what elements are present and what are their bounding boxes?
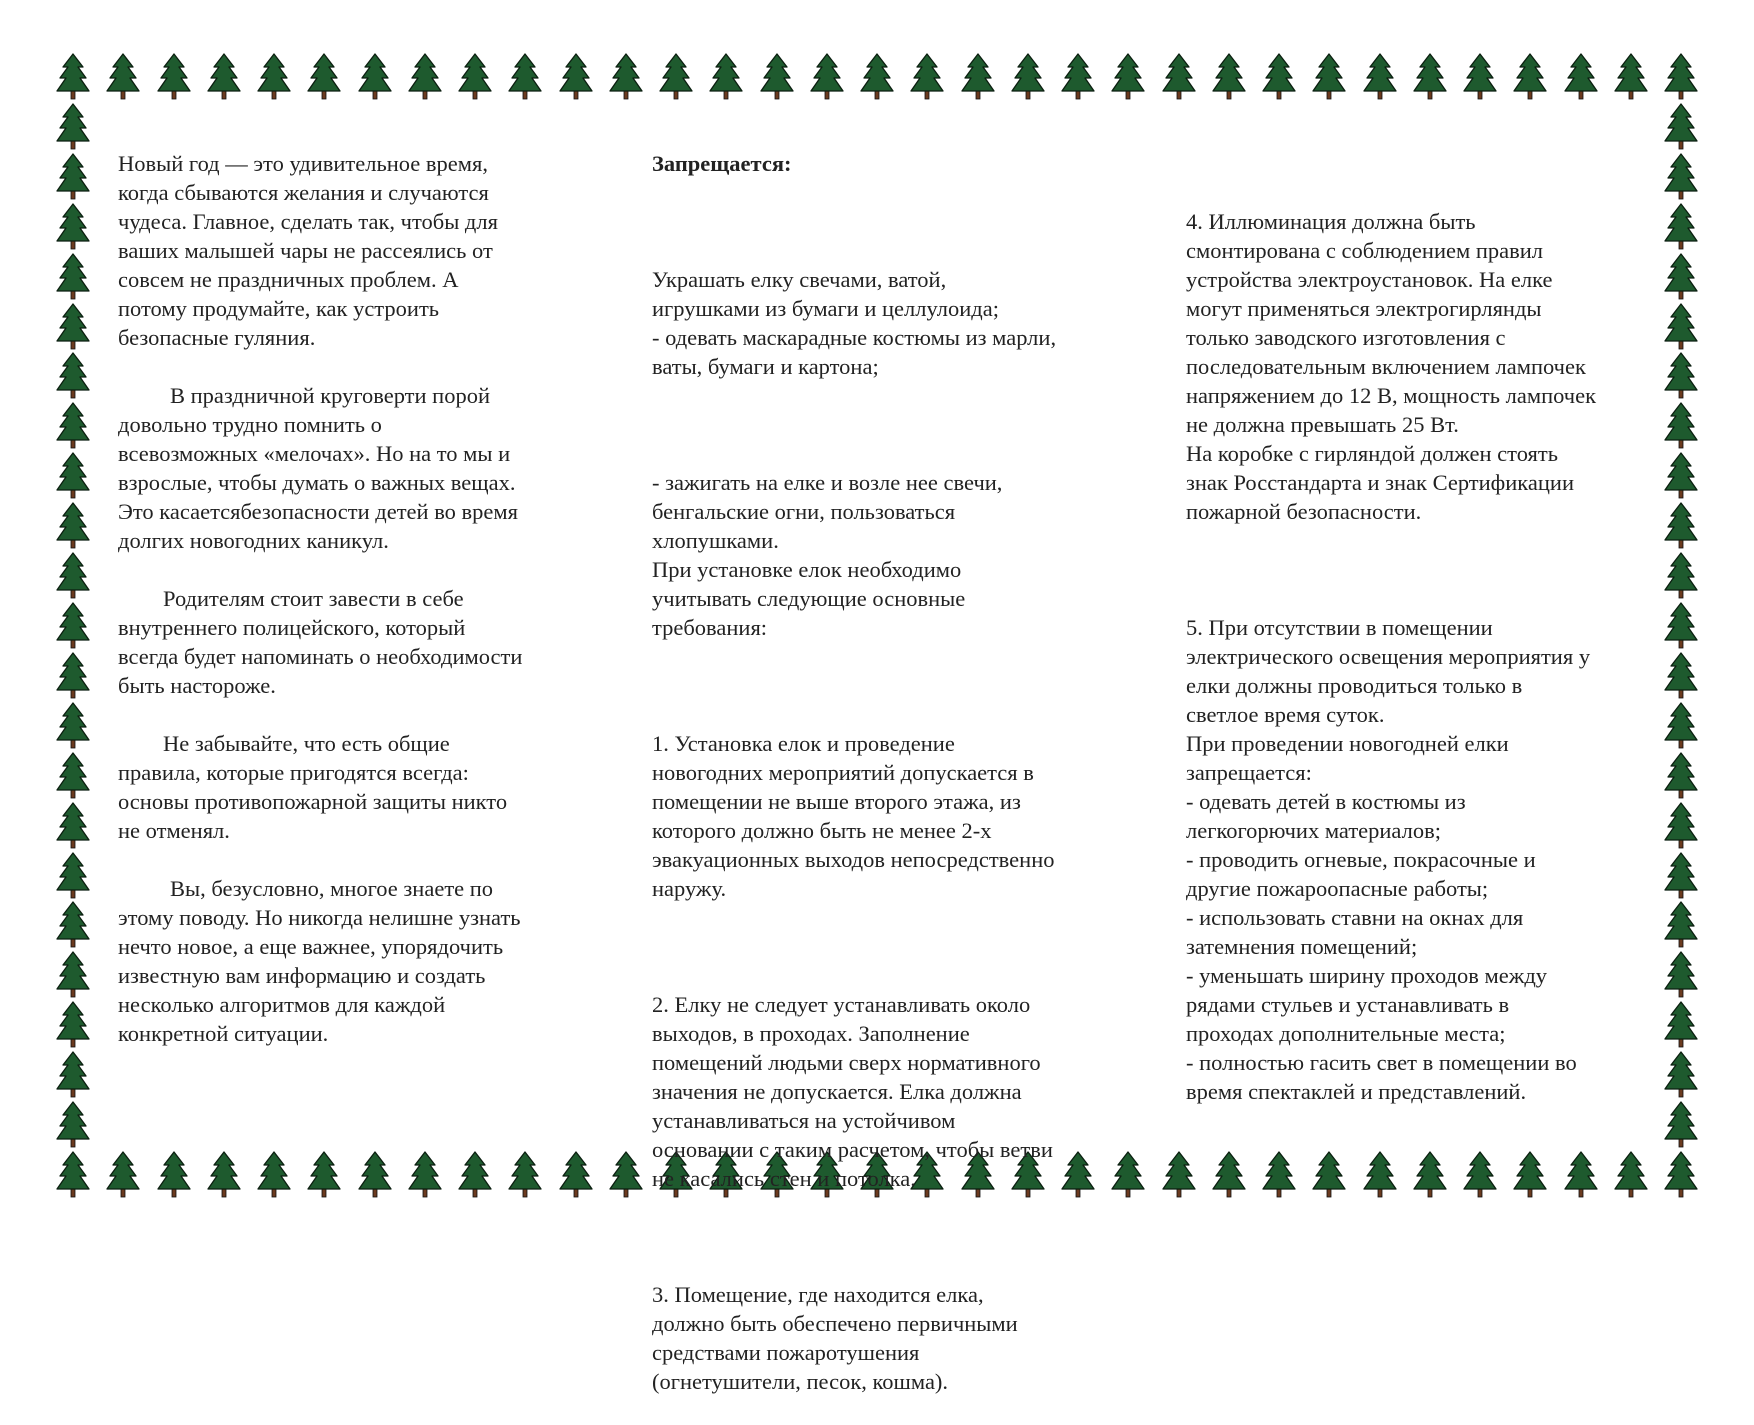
fir-tree-icon xyxy=(56,202,90,250)
fir-tree-icon xyxy=(257,1150,291,1198)
fir-tree-icon xyxy=(1664,751,1698,799)
fir-tree-icon xyxy=(56,252,90,300)
intro-paragraph: Вы, безусловно, многое знаете по этому поводу. Но никогда нелишне узнать нечто новое, а еще важнее, упорядочить известную вам информацию и создать несколько алгоритмов для каждой конкретной ситуации. xyxy=(118,876,521,1046)
fir-tree-icon xyxy=(56,900,90,948)
fir-tree-icon xyxy=(1363,1150,1397,1198)
fir-tree-icon xyxy=(56,451,90,499)
intro-paragraph: Не забывайте, что есть общие правила, которые пригодятся всегда: основы противопожарной защиты никто не отменял. xyxy=(118,731,508,843)
intro-paragraph: В праздничной круговерти порой довольно трудно помнить о всевозможных «мелочах». Но на то мы и взрослые, чтобы думать о важных вещах. Это касаетсябезопасности детей во время долгих новогодних каникул. xyxy=(118,383,519,553)
fir-tree-icon xyxy=(56,551,90,599)
fir-tree-icon xyxy=(508,52,542,100)
fir-tree-icon xyxy=(1664,701,1698,749)
fir-tree-icon xyxy=(1664,1150,1698,1198)
fir-tree-icon xyxy=(56,52,90,100)
fir-tree-icon xyxy=(106,1150,140,1198)
fir-tree-icon xyxy=(56,851,90,899)
fir-tree-icon xyxy=(1011,52,1045,100)
fir-tree-icon xyxy=(1212,1150,1246,1198)
fir-tree-icon xyxy=(56,950,90,998)
fir-tree-icon xyxy=(56,1100,90,1148)
prohibitions-heading: Запрещается: xyxy=(652,151,792,176)
fir-tree-icon xyxy=(609,52,643,100)
fir-tree-icon xyxy=(458,52,492,100)
fir-tree-icon xyxy=(1664,551,1698,599)
fir-tree-icon xyxy=(56,751,90,799)
fir-tree-icon xyxy=(1664,102,1698,150)
fir-tree-icon xyxy=(458,1150,492,1198)
fir-tree-icon xyxy=(358,1150,392,1198)
intro-paragraph: Новый год — это удивительное время, когда сбываются желания и случаются чудеса. Главное, сделать так, чтобы для ваших малышей чары не рассеялись от совсем не праздничных проблем. А потому продумайте, как устроить безопасные гуляния. xyxy=(118,151,498,350)
fir-tree-icon xyxy=(709,52,743,100)
fir-tree-icon xyxy=(207,52,241,100)
fir-tree-icon xyxy=(56,1050,90,1098)
fir-tree-icon xyxy=(1664,801,1698,849)
fir-tree-icon xyxy=(961,52,995,100)
fir-tree-icon xyxy=(1162,1150,1196,1198)
fir-tree-icon xyxy=(1212,52,1246,100)
fir-tree-icon xyxy=(56,302,90,350)
fir-tree-icon xyxy=(56,801,90,849)
fir-tree-icon xyxy=(358,52,392,100)
rule-paragraph: 5. При отсутствии в помещении электрического освещения мероприятия у елки должны проводиться только в светлое время суток. При проведении новогодней елки запрещается: - одевать детей в костюмы из легкогорючих материалов; - проводить огневые, покрасочные и другие пожароопасные работы; - использовать ставни на окнах для затемнения помещений; - уменьшать ширину проходов между рядами стульев и устанавливать в проходах дополнительные места; - полностью гасить свет в помещении во время спектаклей и представлений. xyxy=(1186,615,1591,1104)
prohibitions-column xyxy=(652,120,1122,1425)
fir-tree-icon xyxy=(56,102,90,150)
fir-tree-icon xyxy=(1664,651,1698,699)
fir-tree-icon xyxy=(1664,950,1698,998)
fir-tree-icon xyxy=(56,401,90,449)
fir-tree-icon xyxy=(1564,1150,1598,1198)
fir-tree-icon xyxy=(1664,252,1698,300)
rule-paragraph: 2. Елку не следует устанавливать около выходов, в проходах. Заполнение помещений людьми сверх нормативного значения не допускается. Елка должна устанавливаться на устойчивом основании с таким расчетом, чтобы ветви не касались стен и потолка. xyxy=(652,992,1053,1191)
fir-tree-icon xyxy=(1664,401,1698,449)
fir-tree-icon xyxy=(1061,52,1095,100)
fir-tree-icon xyxy=(1664,52,1698,100)
fir-tree-icon xyxy=(1463,52,1497,100)
fir-tree-icon xyxy=(810,52,844,100)
fir-tree-icon xyxy=(659,52,693,100)
fir-tree-icon xyxy=(1664,501,1698,549)
fir-tree-icon xyxy=(1664,451,1698,499)
fir-tree-icon xyxy=(1664,202,1698,250)
fir-tree-icon xyxy=(1312,52,1346,100)
fir-tree-icon xyxy=(56,351,90,399)
fir-tree-icon xyxy=(56,1150,90,1198)
rule-paragraph: - зажигать на елке и возле нее свечи, бенгальские огни, пользоваться хлопушками. При установке елок необходимо учитывать следующие основные требования: xyxy=(652,470,1003,640)
fir-tree-icon xyxy=(1614,1150,1648,1198)
fir-tree-icon xyxy=(1664,351,1698,399)
fir-tree-icon xyxy=(559,1150,593,1198)
intro-paragraph: Родителям стоит завести в себе внутреннего полицейского, который всегда будет напоминать о необходимости быть настороже. xyxy=(118,586,523,698)
fir-tree-icon xyxy=(1312,1150,1346,1198)
fir-tree-icon xyxy=(1262,52,1296,100)
rule-paragraph: 1. Установка елок и проведение новогодних мероприятий допускается в помещении не выше второго этажа, из которого должно быть не менее 2-х эвакуационных выходов непосредственно наружу. xyxy=(652,731,1055,901)
fir-tree-icon xyxy=(1463,1150,1497,1198)
fir-tree-icon xyxy=(307,52,341,100)
fir-tree-icon xyxy=(1413,1150,1447,1198)
fir-tree-icon xyxy=(257,52,291,100)
fir-tree-icon xyxy=(1513,52,1547,100)
fir-tree-icon xyxy=(1664,1050,1698,1098)
fir-tree-icon xyxy=(106,52,140,100)
rule-paragraph: 3. Помещение, где находится елка, должно быть обеспечено первичными средствами пожаротушения (огнетушители, песок, кошма). xyxy=(652,1282,1018,1394)
fir-tree-icon xyxy=(56,501,90,549)
fir-tree-icon xyxy=(1111,52,1145,100)
fir-tree-icon xyxy=(1664,851,1698,899)
fir-tree-icon xyxy=(1664,900,1698,948)
fir-tree-icon xyxy=(56,701,90,749)
fir-tree-icon xyxy=(1664,1000,1698,1048)
fir-tree-icon xyxy=(609,1150,643,1198)
fir-tree-icon xyxy=(508,1150,542,1198)
fir-tree-icon xyxy=(1513,1150,1547,1198)
fir-tree-icon xyxy=(1664,152,1698,200)
fir-tree-icon xyxy=(56,651,90,699)
fir-tree-icon xyxy=(56,601,90,649)
fir-tree-icon xyxy=(56,1000,90,1048)
fir-tree-icon xyxy=(559,52,593,100)
fir-tree-icon xyxy=(1664,1100,1698,1148)
fir-tree-icon xyxy=(408,1150,442,1198)
fir-tree-icon xyxy=(408,52,442,100)
fir-tree-icon xyxy=(1564,52,1598,100)
fir-tree-icon xyxy=(157,52,191,100)
fir-tree-icon xyxy=(910,52,944,100)
fir-tree-icon xyxy=(1162,52,1196,100)
rule-paragraph: Украшать елку свечами, ватой, игрушками из бумаги и целлулоида; - одевать маскарадные костюмы из марли, ваты, бумаги и картона; xyxy=(652,267,1057,379)
fir-tree-icon xyxy=(760,52,794,100)
fir-tree-icon xyxy=(1664,302,1698,350)
fir-tree-icon xyxy=(307,1150,341,1198)
fir-tree-icon xyxy=(207,1150,241,1198)
fir-tree-icon xyxy=(1262,1150,1296,1198)
fir-tree-icon xyxy=(56,152,90,200)
fir-tree-icon xyxy=(157,1150,191,1198)
intro-column xyxy=(118,120,588,1077)
requirements-column xyxy=(1186,178,1656,1135)
rule-paragraph: 4. Иллюминация должна быть смонтирована с соблюдением правил устройства электроустановок. На елке могут применяться электрогирлянды только заводского изготовления с последовательным включением лампочек напряжением до 12 В, мощность лампочек не должна превышать 25 Вт. На коробке с гирляндой должен стоять знак Росстандарта и знак Сертификации пожарной безопасности. xyxy=(1186,209,1597,524)
fir-tree-icon xyxy=(1664,601,1698,649)
fir-tree-icon xyxy=(860,52,894,100)
fir-tree-icon xyxy=(1363,52,1397,100)
fir-tree-icon xyxy=(1614,52,1648,100)
fir-tree-icon xyxy=(1413,52,1447,100)
